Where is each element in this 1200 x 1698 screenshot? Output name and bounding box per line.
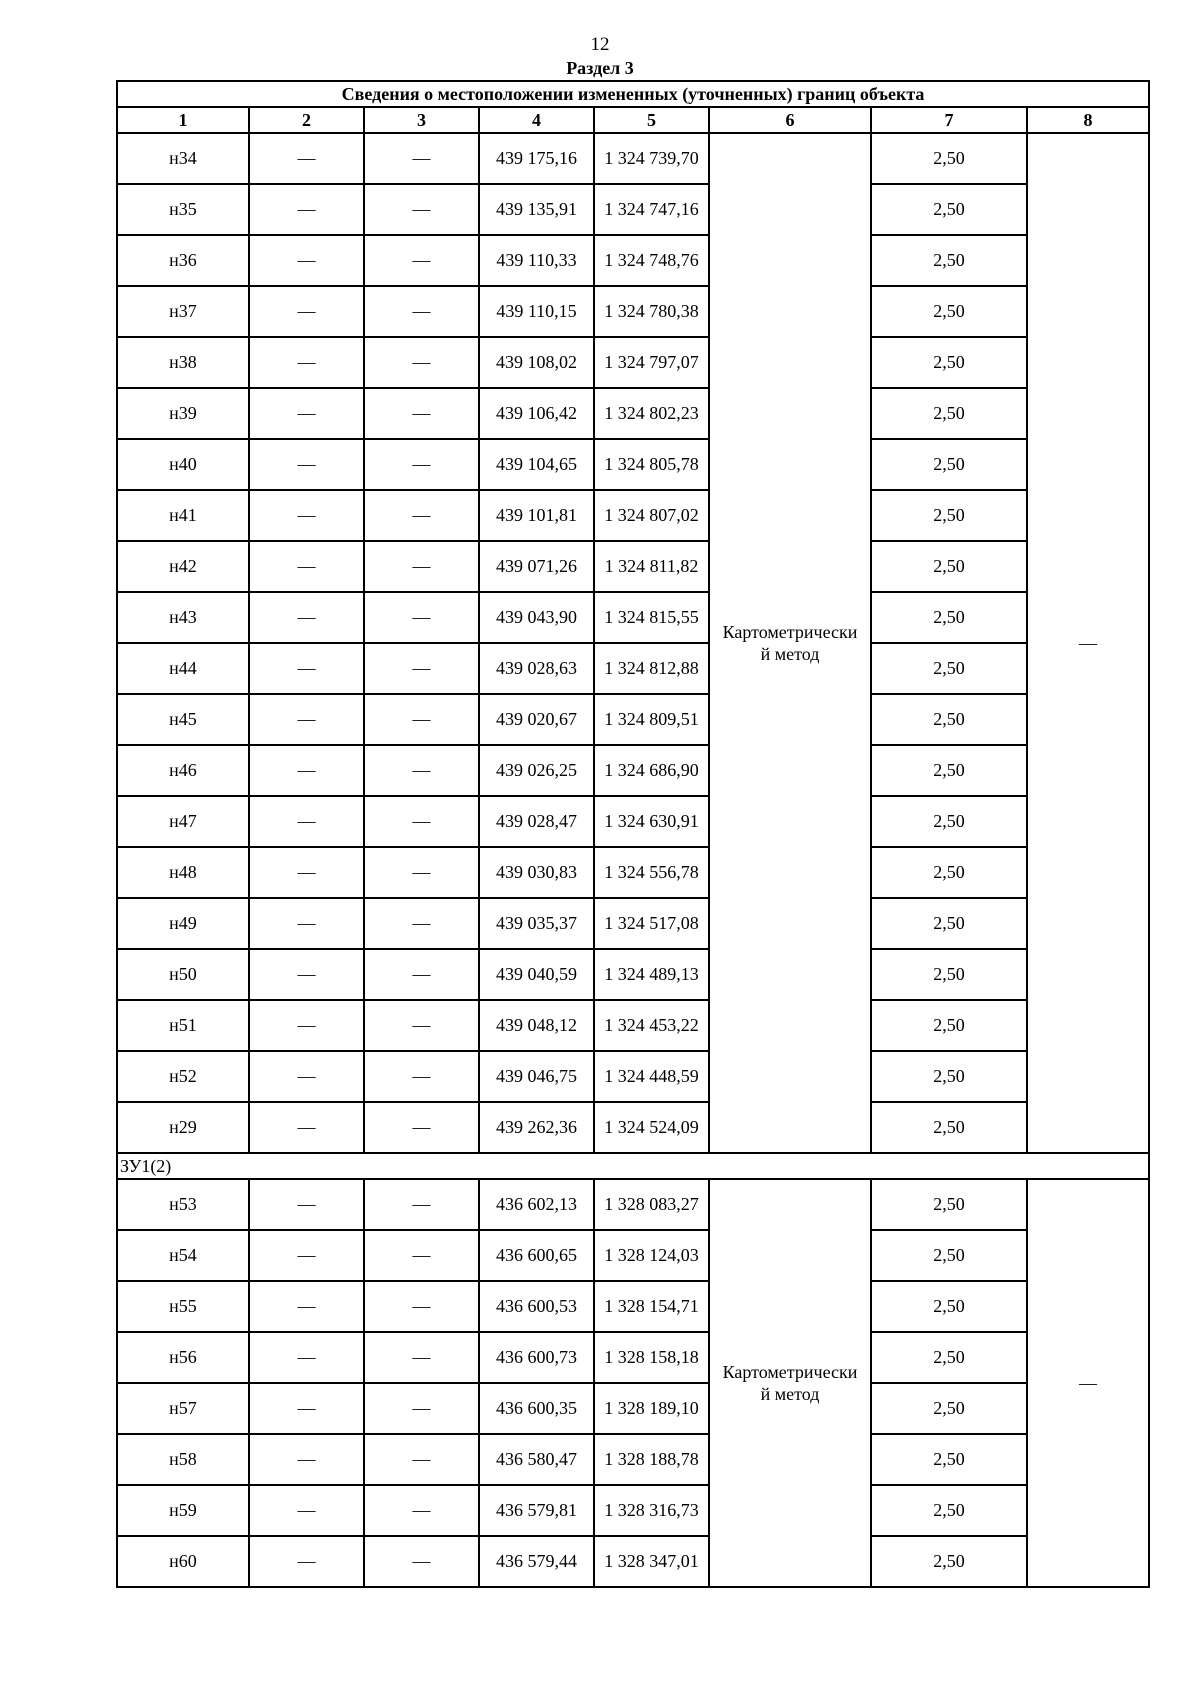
- col3-cell: —: [364, 643, 479, 694]
- table-row: [117, 796, 1149, 847]
- col8-cell: —: [1027, 1179, 1149, 1587]
- column-header: 1: [117, 107, 249, 133]
- col3-cell: —: [364, 592, 479, 643]
- point-cell: н54: [117, 1230, 249, 1281]
- col3-cell: —: [364, 184, 479, 235]
- table-row: [117, 286, 1149, 337]
- table-row: [117, 235, 1149, 286]
- y-coordinate-cell: 1 328 083,27: [594, 1179, 709, 1230]
- y-coordinate-cell: 1 328 158,18: [594, 1332, 709, 1383]
- accuracy-cell: 2,50: [871, 1179, 1027, 1230]
- y-coordinate-cell: 1 324 630,91: [594, 796, 709, 847]
- col3-cell: —: [364, 490, 479, 541]
- accuracy-cell: 2,50: [871, 796, 1027, 847]
- col3-cell: —: [364, 439, 479, 490]
- method-cell: [709, 1179, 871, 1587]
- method-text-line1: Картометрически: [722, 1362, 858, 1382]
- x-coordinate-cell: 436 600,35: [479, 1383, 594, 1434]
- column-header: 6: [709, 107, 871, 133]
- col3-cell: —: [364, 847, 479, 898]
- y-coordinate-cell: 1 324 805,78: [594, 439, 709, 490]
- table-row: [117, 541, 1149, 592]
- table-row: [117, 694, 1149, 745]
- accuracy-cell: 2,50: [871, 388, 1027, 439]
- col2-cell: —: [249, 745, 364, 796]
- col3-cell: —: [364, 541, 479, 592]
- x-coordinate-cell: 439 028,47: [479, 796, 594, 847]
- x-coordinate-cell: 436 579,81: [479, 1485, 594, 1536]
- point-cell: н38: [117, 337, 249, 388]
- col2-cell: —: [249, 1383, 364, 1434]
- point-cell: н41: [117, 490, 249, 541]
- y-coordinate-cell: 1 324 453,22: [594, 1000, 709, 1051]
- x-coordinate-cell: 436 600,65: [479, 1230, 594, 1281]
- y-coordinate-cell: 1 324 811,82: [594, 541, 709, 592]
- point-cell: н53: [117, 1179, 249, 1230]
- column-header: 7: [871, 107, 1027, 133]
- point-cell: н46: [117, 745, 249, 796]
- col3-cell: —: [364, 1536, 479, 1587]
- col2-cell: —: [249, 643, 364, 694]
- col3-cell: —: [364, 1434, 479, 1485]
- point-cell: н49: [117, 898, 249, 949]
- y-coordinate-cell: 1 324 802,23: [594, 388, 709, 439]
- col8-cell: —: [1027, 133, 1149, 1153]
- table-row: [117, 1051, 1149, 1102]
- col3-cell: —: [364, 1485, 479, 1536]
- y-coordinate-cell: 1 328 316,73: [594, 1485, 709, 1536]
- col2-cell: —: [249, 541, 364, 592]
- x-coordinate-cell: 439 048,12: [479, 1000, 594, 1051]
- table-row: [117, 1000, 1149, 1051]
- accuracy-cell: 2,50: [871, 1000, 1027, 1051]
- accuracy-cell: 2,50: [871, 541, 1027, 592]
- col3-cell: —: [364, 1000, 479, 1051]
- col3-cell: —: [364, 1332, 479, 1383]
- x-coordinate-cell: 439 030,83: [479, 847, 594, 898]
- x-coordinate-cell: 439 071,26: [479, 541, 594, 592]
- x-coordinate-cell: 439 108,02: [479, 337, 594, 388]
- col3-cell: —: [364, 1051, 479, 1102]
- point-cell: н55: [117, 1281, 249, 1332]
- y-coordinate-cell: 1 324 815,55: [594, 592, 709, 643]
- table-row: [117, 745, 1149, 796]
- y-coordinate-cell: 1 324 739,70: [594, 133, 709, 184]
- y-coordinate-cell: 1 324 747,16: [594, 184, 709, 235]
- y-coordinate-cell: 1 328 189,10: [594, 1383, 709, 1434]
- accuracy-cell: 2,50: [871, 286, 1027, 337]
- table-row: [117, 1536, 1149, 1587]
- table-row: [117, 133, 1149, 184]
- x-coordinate-cell: 436 580,47: [479, 1434, 594, 1485]
- x-coordinate-cell: 439 101,81: [479, 490, 594, 541]
- table-row: [117, 1485, 1149, 1536]
- table-body: [117, 133, 1149, 1587]
- col2-cell: —: [249, 949, 364, 1000]
- column-header: 8: [1027, 107, 1149, 133]
- accuracy-cell: 2,50: [871, 694, 1027, 745]
- col3-cell: —: [364, 949, 479, 1000]
- accuracy-cell: 2,50: [871, 1281, 1027, 1332]
- column-header: 4: [479, 107, 594, 133]
- x-coordinate-cell: 439 026,25: [479, 745, 594, 796]
- method-cell: [709, 133, 871, 1153]
- col2-cell: —: [249, 1485, 364, 1536]
- col3-cell: —: [364, 1179, 479, 1230]
- x-coordinate-cell: 439 262,36: [479, 1102, 594, 1153]
- col3-cell: —: [364, 133, 479, 184]
- y-coordinate-cell: 1 324 524,09: [594, 1102, 709, 1153]
- accuracy-cell: 2,50: [871, 133, 1027, 184]
- accuracy-cell: 2,50: [871, 1332, 1027, 1383]
- point-cell: н59: [117, 1485, 249, 1536]
- col2-cell: —: [249, 796, 364, 847]
- accuracy-cell: 2,50: [871, 439, 1027, 490]
- point-cell: н48: [117, 847, 249, 898]
- col2-cell: —: [249, 1051, 364, 1102]
- accuracy-cell: 2,50: [871, 235, 1027, 286]
- col3-cell: —: [364, 1383, 479, 1434]
- col3-cell: —: [364, 337, 479, 388]
- table-row: [117, 490, 1149, 541]
- col2-cell: —: [249, 592, 364, 643]
- col2-cell: —: [249, 694, 364, 745]
- accuracy-cell: 2,50: [871, 949, 1027, 1000]
- method-text-line2: й метод: [760, 1384, 820, 1404]
- accuracy-cell: 2,50: [871, 184, 1027, 235]
- col3-cell: —: [364, 898, 479, 949]
- col3-cell: —: [364, 286, 479, 337]
- accuracy-cell: 2,50: [871, 1434, 1027, 1485]
- accuracy-cell: 2,50: [871, 1383, 1027, 1434]
- col2-cell: —: [249, 439, 364, 490]
- col3-cell: —: [364, 1230, 479, 1281]
- point-cell: н50: [117, 949, 249, 1000]
- table-row: [117, 847, 1149, 898]
- y-coordinate-cell: 1 328 347,01: [594, 1536, 709, 1587]
- y-coordinate-cell: 1 324 809,51: [594, 694, 709, 745]
- y-coordinate-cell: 1 324 556,78: [594, 847, 709, 898]
- x-coordinate-cell: 439 040,59: [479, 949, 594, 1000]
- y-coordinate-cell: 1 324 807,02: [594, 490, 709, 541]
- table-row: [117, 388, 1149, 439]
- accuracy-cell: 2,50: [871, 1230, 1027, 1281]
- accuracy-cell: 2,50: [871, 1485, 1027, 1536]
- point-cell: н42: [117, 541, 249, 592]
- table-row: [117, 337, 1149, 388]
- page-number: 12: [590, 34, 610, 55]
- point-cell: н51: [117, 1000, 249, 1051]
- x-coordinate-cell: 439 043,90: [479, 592, 594, 643]
- point-cell: н29: [117, 1102, 249, 1153]
- y-coordinate-cell: 1 328 188,78: [594, 1434, 709, 1485]
- y-coordinate-cell: 1 328 124,03: [594, 1230, 709, 1281]
- point-cell: н39: [117, 388, 249, 439]
- y-coordinate-cell: 1 328 154,71: [594, 1281, 709, 1332]
- col2-cell: —: [249, 1230, 364, 1281]
- accuracy-cell: 2,50: [871, 643, 1027, 694]
- table-row: [117, 1102, 1149, 1153]
- col3-cell: —: [364, 388, 479, 439]
- x-coordinate-cell: 439 106,42: [479, 388, 594, 439]
- table-row: [117, 592, 1149, 643]
- accuracy-cell: 2,50: [871, 745, 1027, 796]
- x-coordinate-cell: 439 046,75: [479, 1051, 594, 1102]
- group-label: ЗУ1(2): [117, 1153, 1149, 1179]
- point-cell: н56: [117, 1332, 249, 1383]
- table-row: [117, 184, 1149, 235]
- col3-cell: —: [364, 1281, 479, 1332]
- table-row: [117, 1434, 1149, 1485]
- col2-cell: —: [249, 235, 364, 286]
- accuracy-cell: 2,50: [871, 847, 1027, 898]
- x-coordinate-cell: 436 602,13: [479, 1179, 594, 1230]
- x-coordinate-cell: 436 579,44: [479, 1536, 594, 1587]
- accuracy-cell: 2,50: [871, 592, 1027, 643]
- point-cell: н35: [117, 184, 249, 235]
- x-coordinate-cell: 439 175,16: [479, 133, 594, 184]
- accuracy-cell: 2,50: [871, 1102, 1027, 1153]
- point-cell: н37: [117, 286, 249, 337]
- table-row: [117, 1383, 1149, 1434]
- point-cell: н47: [117, 796, 249, 847]
- method-text-line2: й метод: [760, 644, 820, 664]
- y-coordinate-cell: 1 324 517,08: [594, 898, 709, 949]
- col2-cell: —: [249, 1536, 364, 1587]
- table-caption: Сведения о местоположении измененных (уточненных) границ объекта: [117, 81, 1149, 107]
- accuracy-cell: 2,50: [871, 1051, 1027, 1102]
- y-coordinate-cell: 1 324 797,07: [594, 337, 709, 388]
- col2-cell: —: [249, 1102, 364, 1153]
- x-coordinate-cell: 439 020,67: [479, 694, 594, 745]
- y-coordinate-cell: 1 324 780,38: [594, 286, 709, 337]
- table-row: [117, 643, 1149, 694]
- col2-cell: —: [249, 1332, 364, 1383]
- col2-cell: —: [249, 1281, 364, 1332]
- table-row: [117, 439, 1149, 490]
- col2-cell: —: [249, 337, 364, 388]
- col2-cell: —: [249, 1000, 364, 1051]
- method-text-line1: Картометрически: [722, 622, 858, 642]
- y-coordinate-cell: 1 324 686,90: [594, 745, 709, 796]
- y-coordinate-cell: 1 324 748,76: [594, 235, 709, 286]
- col2-cell: —: [249, 286, 364, 337]
- table-row: [117, 1332, 1149, 1383]
- x-coordinate-cell: 436 600,73: [479, 1332, 594, 1383]
- point-cell: н52: [117, 1051, 249, 1102]
- section-title: Раздел 3: [566, 58, 634, 78]
- point-cell: н36: [117, 235, 249, 286]
- col3-cell: —: [364, 694, 479, 745]
- point-cell: н40: [117, 439, 249, 490]
- table-row: [117, 949, 1149, 1000]
- point-cell: н45: [117, 694, 249, 745]
- accuracy-cell: 2,50: [871, 898, 1027, 949]
- point-cell: н44: [117, 643, 249, 694]
- x-coordinate-cell: 439 104,65: [479, 439, 594, 490]
- col2-cell: —: [249, 490, 364, 541]
- x-coordinate-cell: 439 110,15: [479, 286, 594, 337]
- point-cell: н43: [117, 592, 249, 643]
- col3-cell: —: [364, 1102, 479, 1153]
- column-header: 2: [249, 107, 364, 133]
- column-header: 5: [594, 107, 709, 133]
- col2-cell: —: [249, 898, 364, 949]
- x-coordinate-cell: 439 135,91: [479, 184, 594, 235]
- x-coordinate-cell: 436 600,53: [479, 1281, 594, 1332]
- table-row: [117, 898, 1149, 949]
- col2-cell: —: [249, 388, 364, 439]
- point-cell: н58: [117, 1434, 249, 1485]
- col2-cell: —: [249, 184, 364, 235]
- table-row: [117, 1281, 1149, 1332]
- y-coordinate-cell: 1 324 448,59: [594, 1051, 709, 1102]
- accuracy-cell: 2,50: [871, 1536, 1027, 1587]
- col3-cell: —: [364, 745, 479, 796]
- y-coordinate-cell: 1 324 812,88: [594, 643, 709, 694]
- x-coordinate-cell: 439 028,63: [479, 643, 594, 694]
- column-header: 3: [364, 107, 479, 133]
- table-row: [117, 1179, 1149, 1230]
- col2-cell: —: [249, 1179, 364, 1230]
- x-coordinate-cell: 439 035,37: [479, 898, 594, 949]
- point-cell: н57: [117, 1383, 249, 1434]
- boundary-table: [116, 80, 1150, 1588]
- y-coordinate-cell: 1 324 489,13: [594, 949, 709, 1000]
- accuracy-cell: 2,50: [871, 490, 1027, 541]
- col2-cell: —: [249, 133, 364, 184]
- accuracy-cell: 2,50: [871, 337, 1027, 388]
- col3-cell: —: [364, 796, 479, 847]
- table-row: [117, 1230, 1149, 1281]
- col2-cell: —: [249, 847, 364, 898]
- col3-cell: —: [364, 235, 479, 286]
- col2-cell: —: [249, 1434, 364, 1485]
- point-cell: н34: [117, 133, 249, 184]
- point-cell: н60: [117, 1536, 249, 1587]
- x-coordinate-cell: 439 110,33: [479, 235, 594, 286]
